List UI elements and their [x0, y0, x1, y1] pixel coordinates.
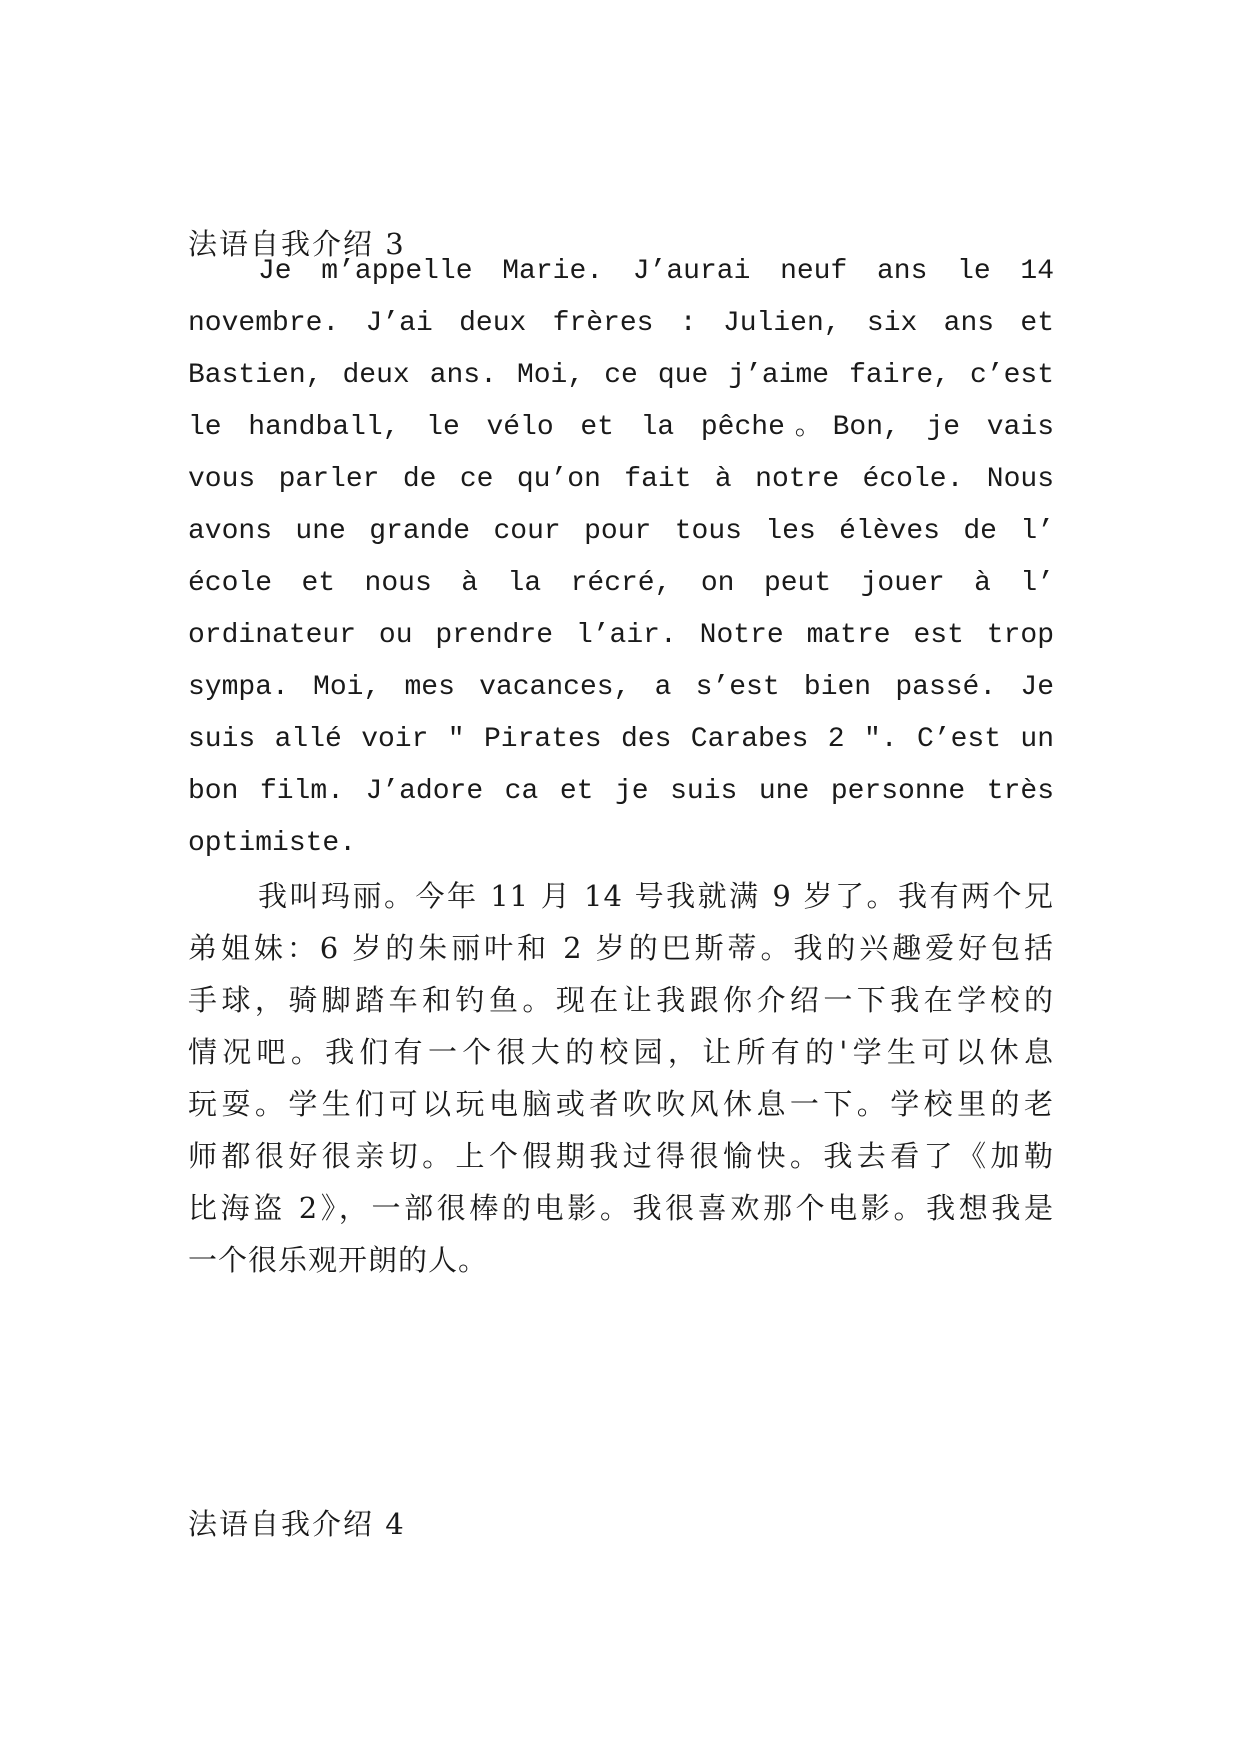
french-line-10: suis allé voir " Pirates des Carabes 2 ". C’est un: [188, 724, 1054, 755]
chinese-line-3: 手球，骑脚踏车和钓鱼。现在让我跟你介绍一下我在学校的: [188, 983, 1054, 1017]
french-line-7: école et nous à la récré, on peut jouer à l’: [188, 568, 1054, 599]
french-line-4: le handball, le vélo et la pêche。Bon, je vais: [188, 412, 1054, 443]
chinese-line-4: 情况吧。我们有一个很大的校园，让所有的'学生可以休息: [188, 1035, 1054, 1069]
chinese-line-7: 比海盗 2》，一部很棒的电影。我很喜欢那个电影。我想我是: [188, 1191, 1054, 1225]
french-line-8: ordinateur ou prendre l’air. Notre matre est trop: [188, 620, 1054, 651]
section-3-title: 法语自我介绍 3: [188, 227, 406, 261]
french-line-6: avons une grande cour pour tous les élèves de l’: [188, 516, 1054, 547]
french-line-5: vous parler de ce qu’on fait à notre école. Nous: [188, 464, 1054, 495]
french-line-11: bon film. J’adore ca et je suis une personne très: [188, 776, 1054, 807]
chinese-line-6: 师都很好很亲切。上个假期我过得很愉快。我去看了《加勒: [188, 1139, 1054, 1173]
french-line-12: optimiste.: [188, 828, 357, 859]
chinese-line-2: 弟姐妹：6 岁的朱丽叶和 2 岁的巴斯蒂。我的兴趣爱好包括: [188, 931, 1054, 965]
french-line-1: Je m’appelle Marie. J’aurai neuf ans le 14: [258, 256, 1054, 287]
chinese-line-1: 我叫玛丽。今年 11 月 14 号我就满 9 岁了。我有两个兄: [258, 879, 1054, 913]
french-line-9: sympa. Moi, mes vacances, a s’est bien passé. Je: [188, 672, 1054, 703]
chinese-line-8: 一个很乐观开朗的人。: [188, 1243, 489, 1277]
section-4-title: 法语自我介绍 4: [188, 1507, 406, 1541]
french-line-3: Bastien, deux ans. Moi, ce que j’aime faire, c’est: [188, 360, 1054, 391]
chinese-line-5: 玩耍。学生们可以玩电脑或者吹吹风休息一下。学校里的老: [188, 1087, 1054, 1121]
french-line-2: novembre. J’ai deux frères : Julien, six ans et: [188, 308, 1054, 339]
